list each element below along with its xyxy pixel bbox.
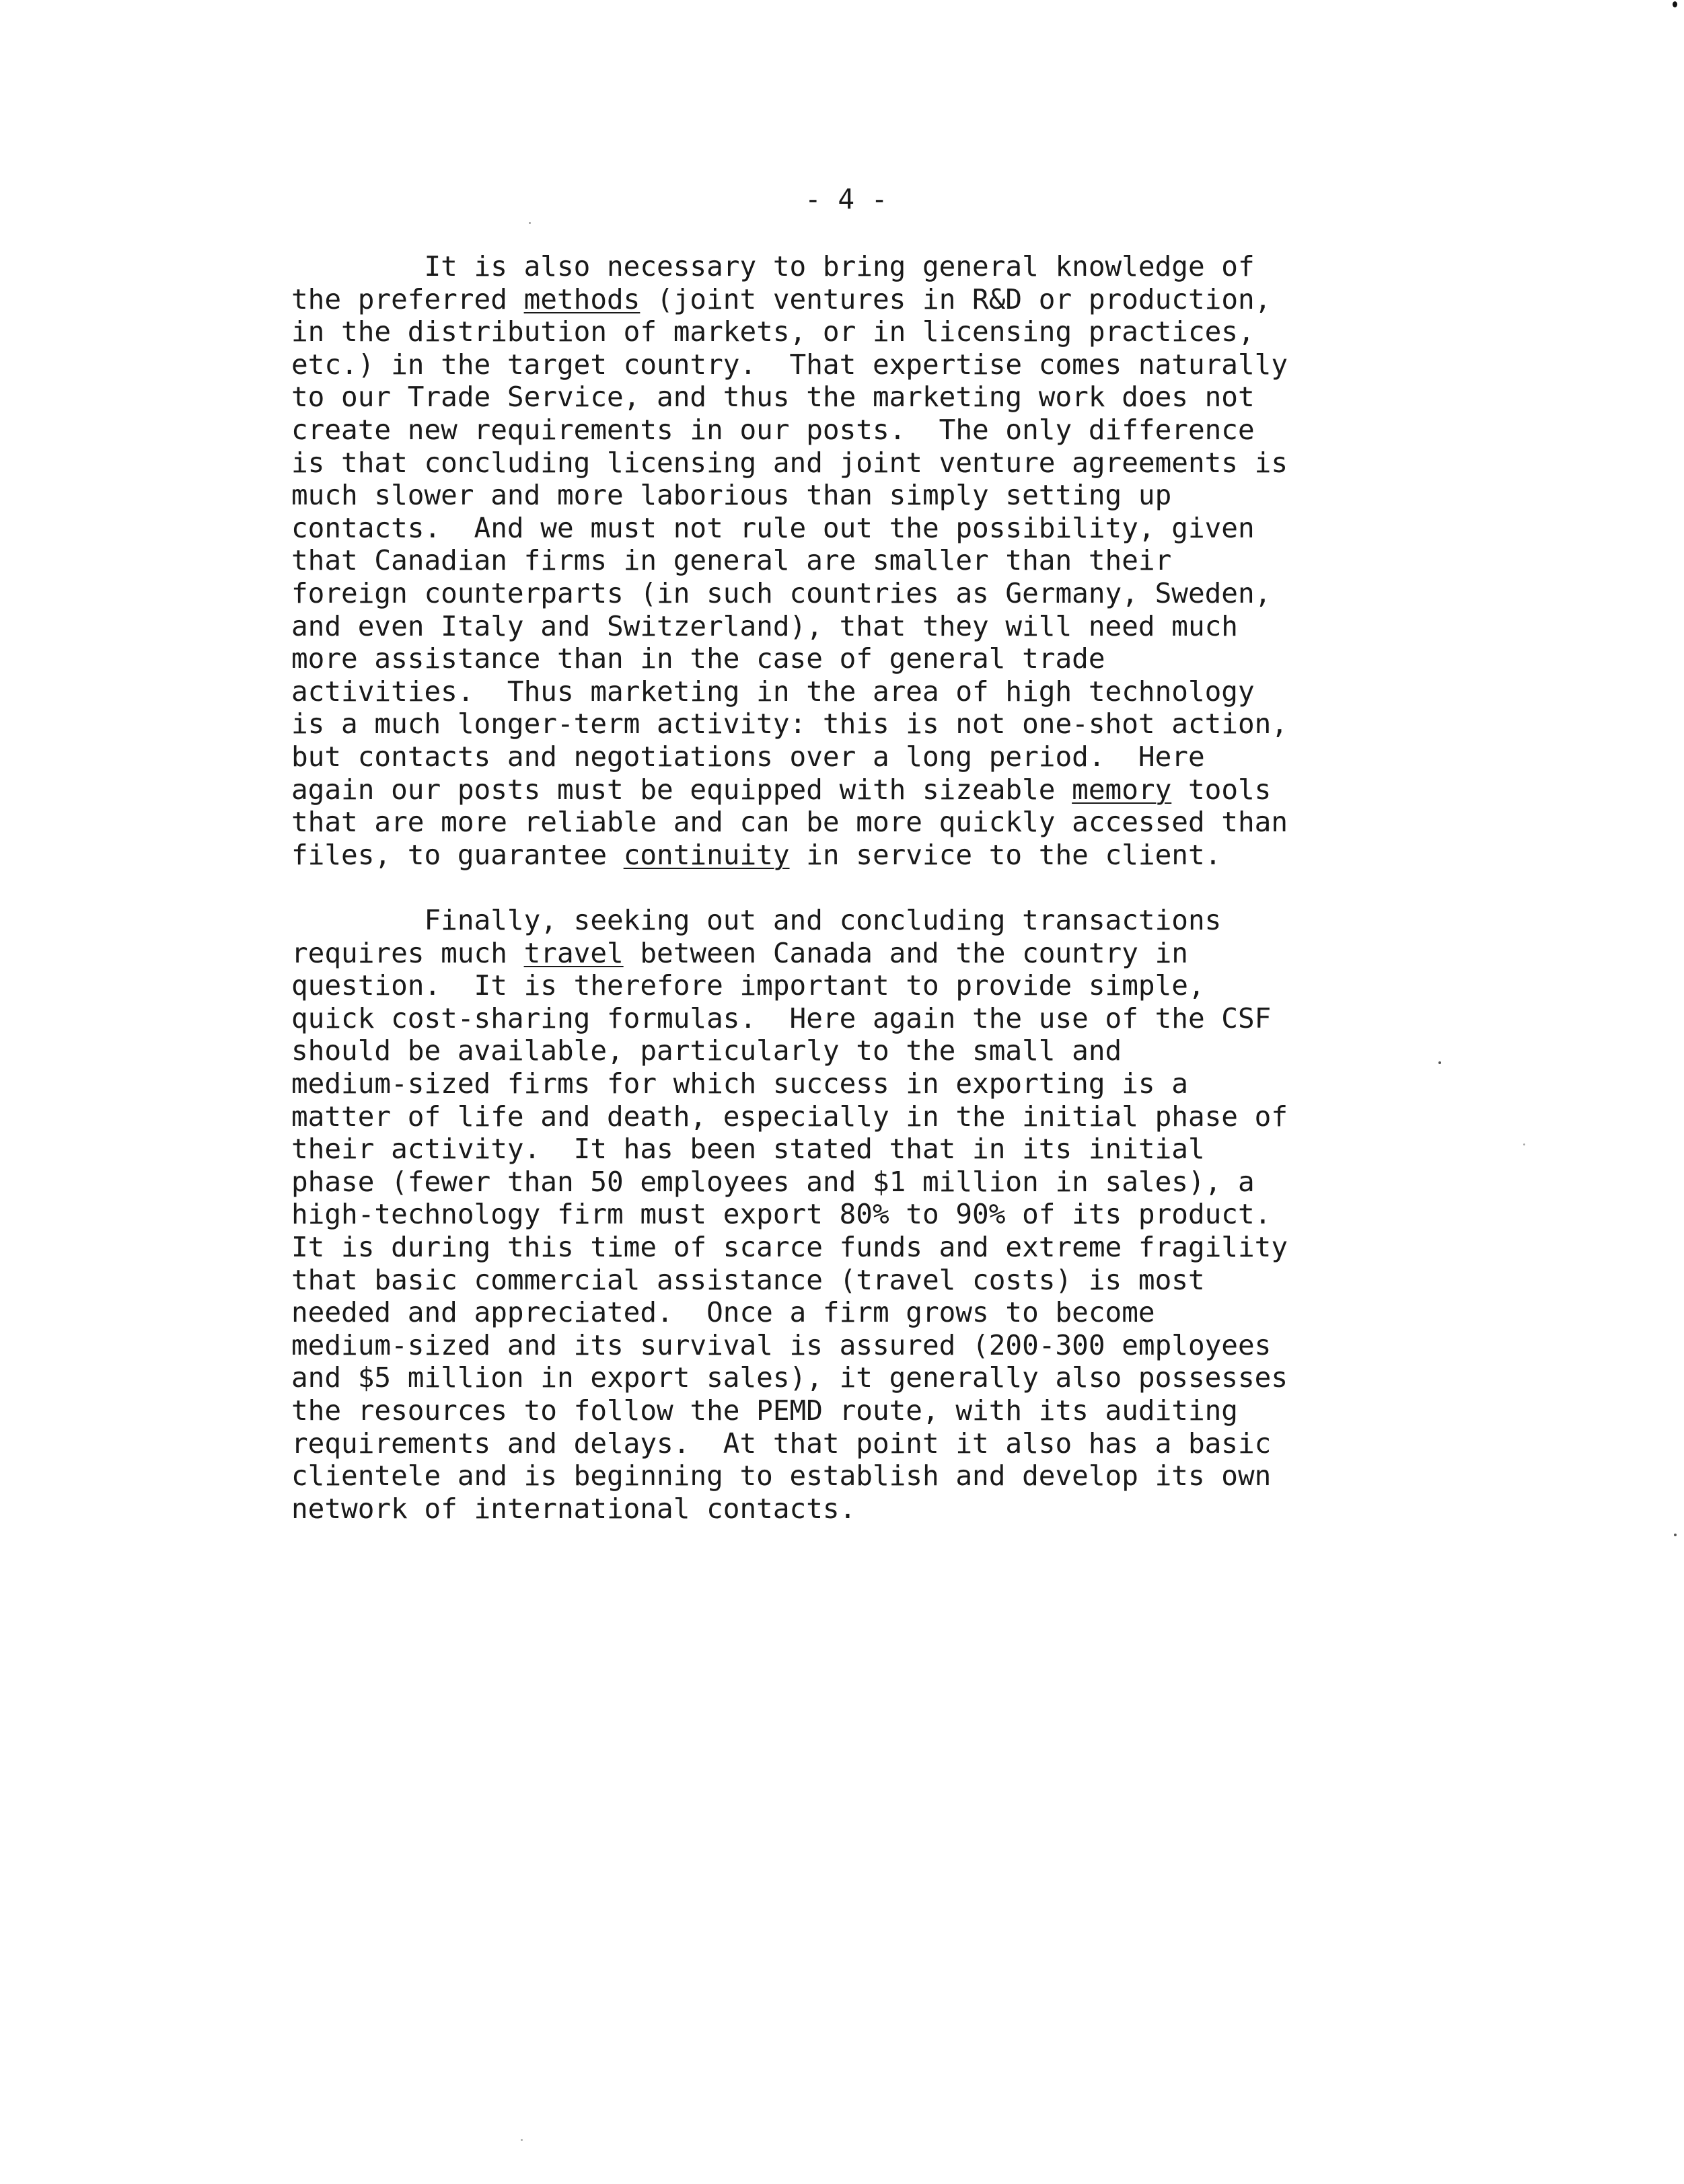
text-line [291, 414, 1288, 447]
text-line [291, 1034, 1288, 1067]
text-line [291, 1100, 1288, 1133]
text-run: tools [1171, 773, 1272, 806]
text-run: files, to guarantee [291, 838, 624, 871]
text-line [291, 577, 1288, 610]
text-run: question. It is therefore important to provide simple, [291, 969, 1205, 1002]
text-run: but contacts and negotiations over a long period. Here [291, 740, 1205, 773]
text-line [291, 479, 1288, 512]
text-run: foreign counterparts (in such countries as Germany, Sweden, [291, 576, 1272, 609]
text-line [291, 839, 1288, 872]
text-run: is that concluding licensing and joint venture agreements is [291, 446, 1288, 479]
text-line [291, 708, 1288, 741]
text-line [291, 1427, 1288, 1460]
text-line [291, 1231, 1288, 1264]
text-run: and even Italy and Switzerland), that they will need much [291, 609, 1238, 642]
text-run: phase (fewer than 50 employees and $1 million in sales), a [291, 1165, 1255, 1198]
text-run: should be available, particularly to the small and [291, 1034, 1122, 1067]
text-run: again our posts must be equipped with sizeable [291, 773, 1072, 806]
text-run: that Canadian firms in general are smaller than their [291, 544, 1172, 577]
text-line [291, 1361, 1288, 1394]
text-line [291, 1166, 1288, 1199]
text-run: medium-sized firms for which success in exporting is a [291, 1067, 1188, 1100]
text-line [291, 969, 1288, 1002]
text-run: medium-sized and its survival is assured (200-300 employees [291, 1328, 1272, 1361]
scan-speck [1673, 1, 1677, 7]
text-line [291, 544, 1288, 577]
text-run: that are more reliable and can be more quickly accessed than [291, 806, 1288, 839]
text-line [291, 741, 1288, 774]
text-line [291, 447, 1288, 480]
text-run: the resources to follow the PEMD route, with its auditing [291, 1394, 1238, 1427]
text-run: network of international contacts. [291, 1492, 856, 1525]
text-line [291, 348, 1288, 381]
text-line [291, 512, 1288, 545]
text-run: and $5 million in export sales), it generally also possesses [291, 1361, 1288, 1394]
text-run: between Canada and the country in [623, 936, 1188, 969]
scan-speck [1523, 1143, 1525, 1145]
text-run: It is also necessary to bring general knowledge of [291, 250, 1255, 283]
text-line [291, 1493, 1288, 1526]
text-line [291, 774, 1288, 806]
text-run: (joint ventures in R&D or production, [640, 283, 1272, 315]
text-line [291, 642, 1288, 675]
text-run: quick cost-sharing formulas. Here again the use of the CSF [291, 1002, 1272, 1034]
text-run: to our Trade Service, and thus the marketing work does not [291, 381, 1255, 414]
text-line [291, 381, 1288, 414]
underlined-word: methods [523, 283, 640, 315]
text-line [291, 283, 1288, 316]
text-run: requires much [291, 936, 524, 969]
scan-speck [1438, 1061, 1441, 1064]
text-run: in service to the client. [789, 838, 1222, 871]
paragraph [291, 250, 1288, 871]
text-run: activities. Thus marketing in the area of high technology [291, 675, 1255, 708]
text-run: requirements and delays. At that point it also has a basic [291, 1427, 1272, 1460]
text-run: their activity. It has been stated that in its initial [291, 1133, 1205, 1166]
scan-speck [521, 2139, 523, 2141]
text-run: needed and appreciated. Once a firm grows to become [291, 1296, 1155, 1329]
text-run: matter of life and death, especially in the initial phase of [291, 1100, 1288, 1133]
text-line [291, 1329, 1288, 1362]
text-run: much slower and more laborious than simply setting up [291, 479, 1172, 512]
text-line [291, 610, 1288, 643]
text-run: It is during this time of scarce funds and extreme fragility [291, 1230, 1288, 1263]
scan-speck [529, 222, 531, 224]
text-line [291, 250, 1288, 283]
paragraph [291, 904, 1288, 1525]
text-run: etc.) in the target country. That expertise comes naturally [291, 348, 1288, 381]
text-line [291, 806, 1288, 839]
text-run: is a much longer-term activity: this is not one-shot action, [291, 708, 1288, 741]
page-number: - 4 - [805, 183, 888, 215]
text-line [291, 675, 1288, 708]
text-run: high-technology firm must export 80% to 90% of its product. [291, 1198, 1272, 1231]
text-run: create new requirements in our posts. The only difference [291, 413, 1255, 446]
text-line [291, 904, 1288, 937]
text-run: in the distribution of markets, or in licensing practices, [291, 315, 1255, 348]
text-run: more assistance than in the case of general trade [291, 642, 1105, 675]
text-run: clientele and is beginning to establish and develop its own [291, 1460, 1272, 1493]
text-run: contacts. And we must not rule out the possibility, given [291, 511, 1255, 544]
text-line [291, 937, 1288, 970]
text-line [291, 315, 1288, 348]
text-run: the preferred [291, 283, 524, 315]
underlined-word: continuity [623, 838, 790, 871]
underlined-word: memory [1072, 773, 1172, 806]
text-line [291, 1198, 1288, 1231]
scan-speck [1674, 1534, 1677, 1536]
text-line [291, 1002, 1288, 1035]
text-line [291, 1133, 1288, 1166]
text-line [291, 1460, 1288, 1493]
text-run: Finally, seeking out and concluding transactions [291, 904, 1222, 936]
underlined-word: travel [523, 936, 624, 969]
text-line [291, 1067, 1288, 1100]
text-line [291, 1296, 1288, 1329]
text-line [291, 1394, 1288, 1427]
text-line [291, 1264, 1288, 1297]
text-run: that basic commercial assistance (travel costs) is most [291, 1263, 1205, 1296]
